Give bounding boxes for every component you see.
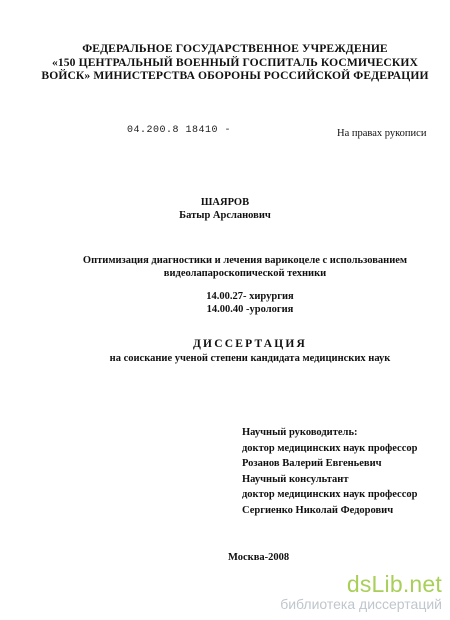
specialty-surgery: 14.00.27- хирургия xyxy=(206,291,294,302)
consultant-degree: доктор медицинских наук профессор xyxy=(242,489,418,501)
advisor-degree: доктор медицинских наук профессор xyxy=(242,442,418,454)
specialty-urology: 14.00.40 -урология xyxy=(206,304,294,315)
consultant-label: Научный консультант xyxy=(242,473,349,485)
registration-stamp: 04.200.8 18410 - xyxy=(127,125,232,136)
advisors-block xyxy=(242,425,417,519)
city-year: Москва-2008 xyxy=(228,552,290,563)
author-surname: ШАЯРОВ xyxy=(200,197,250,208)
degree-line: на соискание ученой степени кандидата медицинских наук xyxy=(109,353,391,364)
header-line-2: «150 ЦЕНТРАЛЬНЫЙ ВОЕННЫЙ ГОСПИТАЛЬ КОСМИЧЕСКИХ xyxy=(51,55,418,69)
dissertation-heading: ДИССЕРТАЦИЯ xyxy=(192,338,308,350)
title-line-2: видеолапароскопической техники xyxy=(163,268,327,279)
dissertation-title xyxy=(60,254,430,280)
watermark-brand: dsLib.net xyxy=(346,571,442,597)
advisor-label: Научный руководитель: xyxy=(242,427,358,438)
dslib-watermark xyxy=(280,572,442,612)
header-line-1: ФЕДЕРАЛЬНОЕ ГОСУДАРСТВЕННОЕ УЧРЕЖДЕНИЕ xyxy=(82,42,388,55)
advisor-name: Розанов Валерий Евгеньевич xyxy=(242,458,382,470)
author-name: Батыр Арсланович xyxy=(179,210,271,221)
watermark-subtitle: библиотека диссертаций xyxy=(280,596,442,612)
title-line-1: Оптимизация диагностики и лечения варикоцеле с использованием xyxy=(82,255,408,266)
author-block xyxy=(0,196,450,222)
specialty-codes xyxy=(0,290,450,316)
consultant-name: Сергиенко Николай Федорович xyxy=(242,504,394,516)
institution-header xyxy=(40,42,430,83)
header-line-3: ВОЙСК» МИНИСТЕРСТВА ОБОРОНЫ РОССИЙСКОЙ ФЕДЕРАЦИИ xyxy=(41,69,429,82)
manuscript-rights-note: На правах рукописи xyxy=(337,128,427,139)
